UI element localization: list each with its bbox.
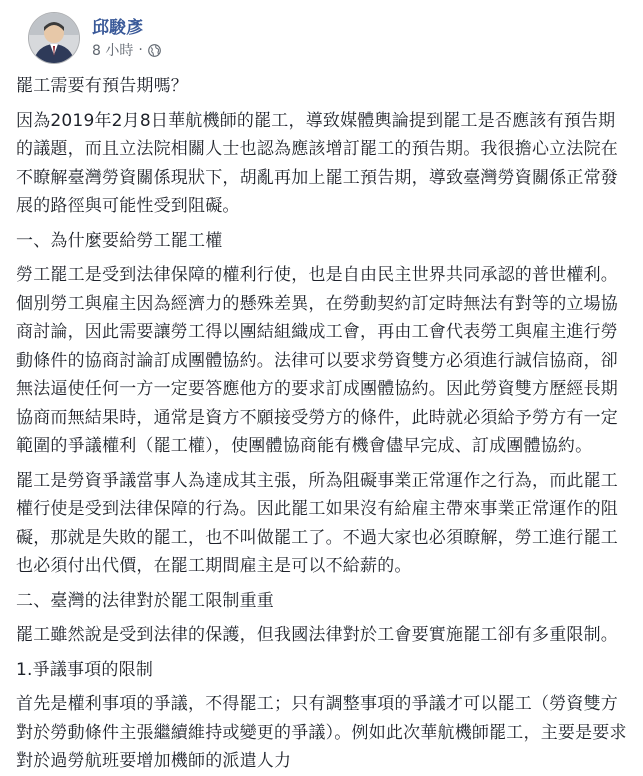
post-heading-subsection-1: 1.爭議事項的限制 <box>16 659 154 680</box>
author-avatar[interactable] <box>28 12 80 64</box>
post-paragraph-restrictions: 罷工雖然說是受到法律的保護，但我國法律對於工會要實施罷工卻有多重限制。 <box>16 625 618 645</box>
post-timestamp-link[interactable]: 8 小時 <box>92 43 134 59</box>
meta-separator: · <box>138 42 143 58</box>
post-paragraph-intro: 因為2019年2月8日華航機師的罷工，導致媒體輿論提到罷工是否應該有預告期的議題，而且立法院相關人士也認為應該增訂罷工的預告期。我很擔心立法院在不瞭解臺灣勞資關係現狀下，胡亂再加上罷工預告期，導致臺灣勞資關係正常發展的路徑與可能性受到阻礙。 <box>16 110 618 216</box>
author-name-link[interactable]: 邱駿彥 <box>92 18 143 38</box>
post-header <box>16 0 631 62</box>
post-paragraph-strike-right: 勞工罷工是受到法律保障的權利行使，也是自由民主世界共同承認的普世權利。個別勞工與雇主因為經濟力的懸殊差異，在勞動契約訂定時無法有對等的立場協商討論，因此需要讓勞工得以團結組織成工會，再由工會代表勞工與雇主進行勞動條件的協商討論訂成團體協約。法律可以要求勞資雙方必須進行誠信協商，卻無法逼使任何一方一定要答應他方的要求訂成團體協約。因此勞資雙方歷經長期協商而無結果時，通常是資方不願接受勞方的條件，此時就必須給予勞方有一定範圍的爭議權利（罷工權），使團體協商能有機會儘早完成、訂成團體協約。 <box>16 265 618 456</box>
avatar-photo <box>29 13 79 63</box>
post-heading-section-1: 一、為什麼要給勞工罷工權 <box>16 230 223 251</box>
post-meta <box>92 40 161 60</box>
globe-icon[interactable] <box>148 44 161 57</box>
post-paragraph-dispute-types: 首先是權利事項的爭議，不得罷工；只有調整事項的爭議才可以罷工（勞資雙方對於勞動條件主張繼續維持或變更的爭議）。例如此次華航機師罷工，主要是要求對於過勞航班要增加機師的派遣人力 <box>16 694 627 771</box>
post-heading-section-2: 二、臺灣的法律對於罷工限制重重 <box>16 590 274 611</box>
post-paragraph-strike-definition: 罷工是勞資爭議當事人為達成其主張，所為阻礙事業正常運作之行為，而此罷工權行使是受到法律保障的行為。因此罷工如果沒有給雇主帶來事業正常運作的阻礙，那就是失敗的罷工，也不叫做罷工了。不過大家也必須瞭解，勞工進行罷工也必須付出代價，在罷工期間雇主是可以不給薪的。 <box>16 470 618 576</box>
post-body <box>16 62 631 776</box>
post-paragraph-question: 罷工需要有預告期嗎？ <box>16 76 188 96</box>
